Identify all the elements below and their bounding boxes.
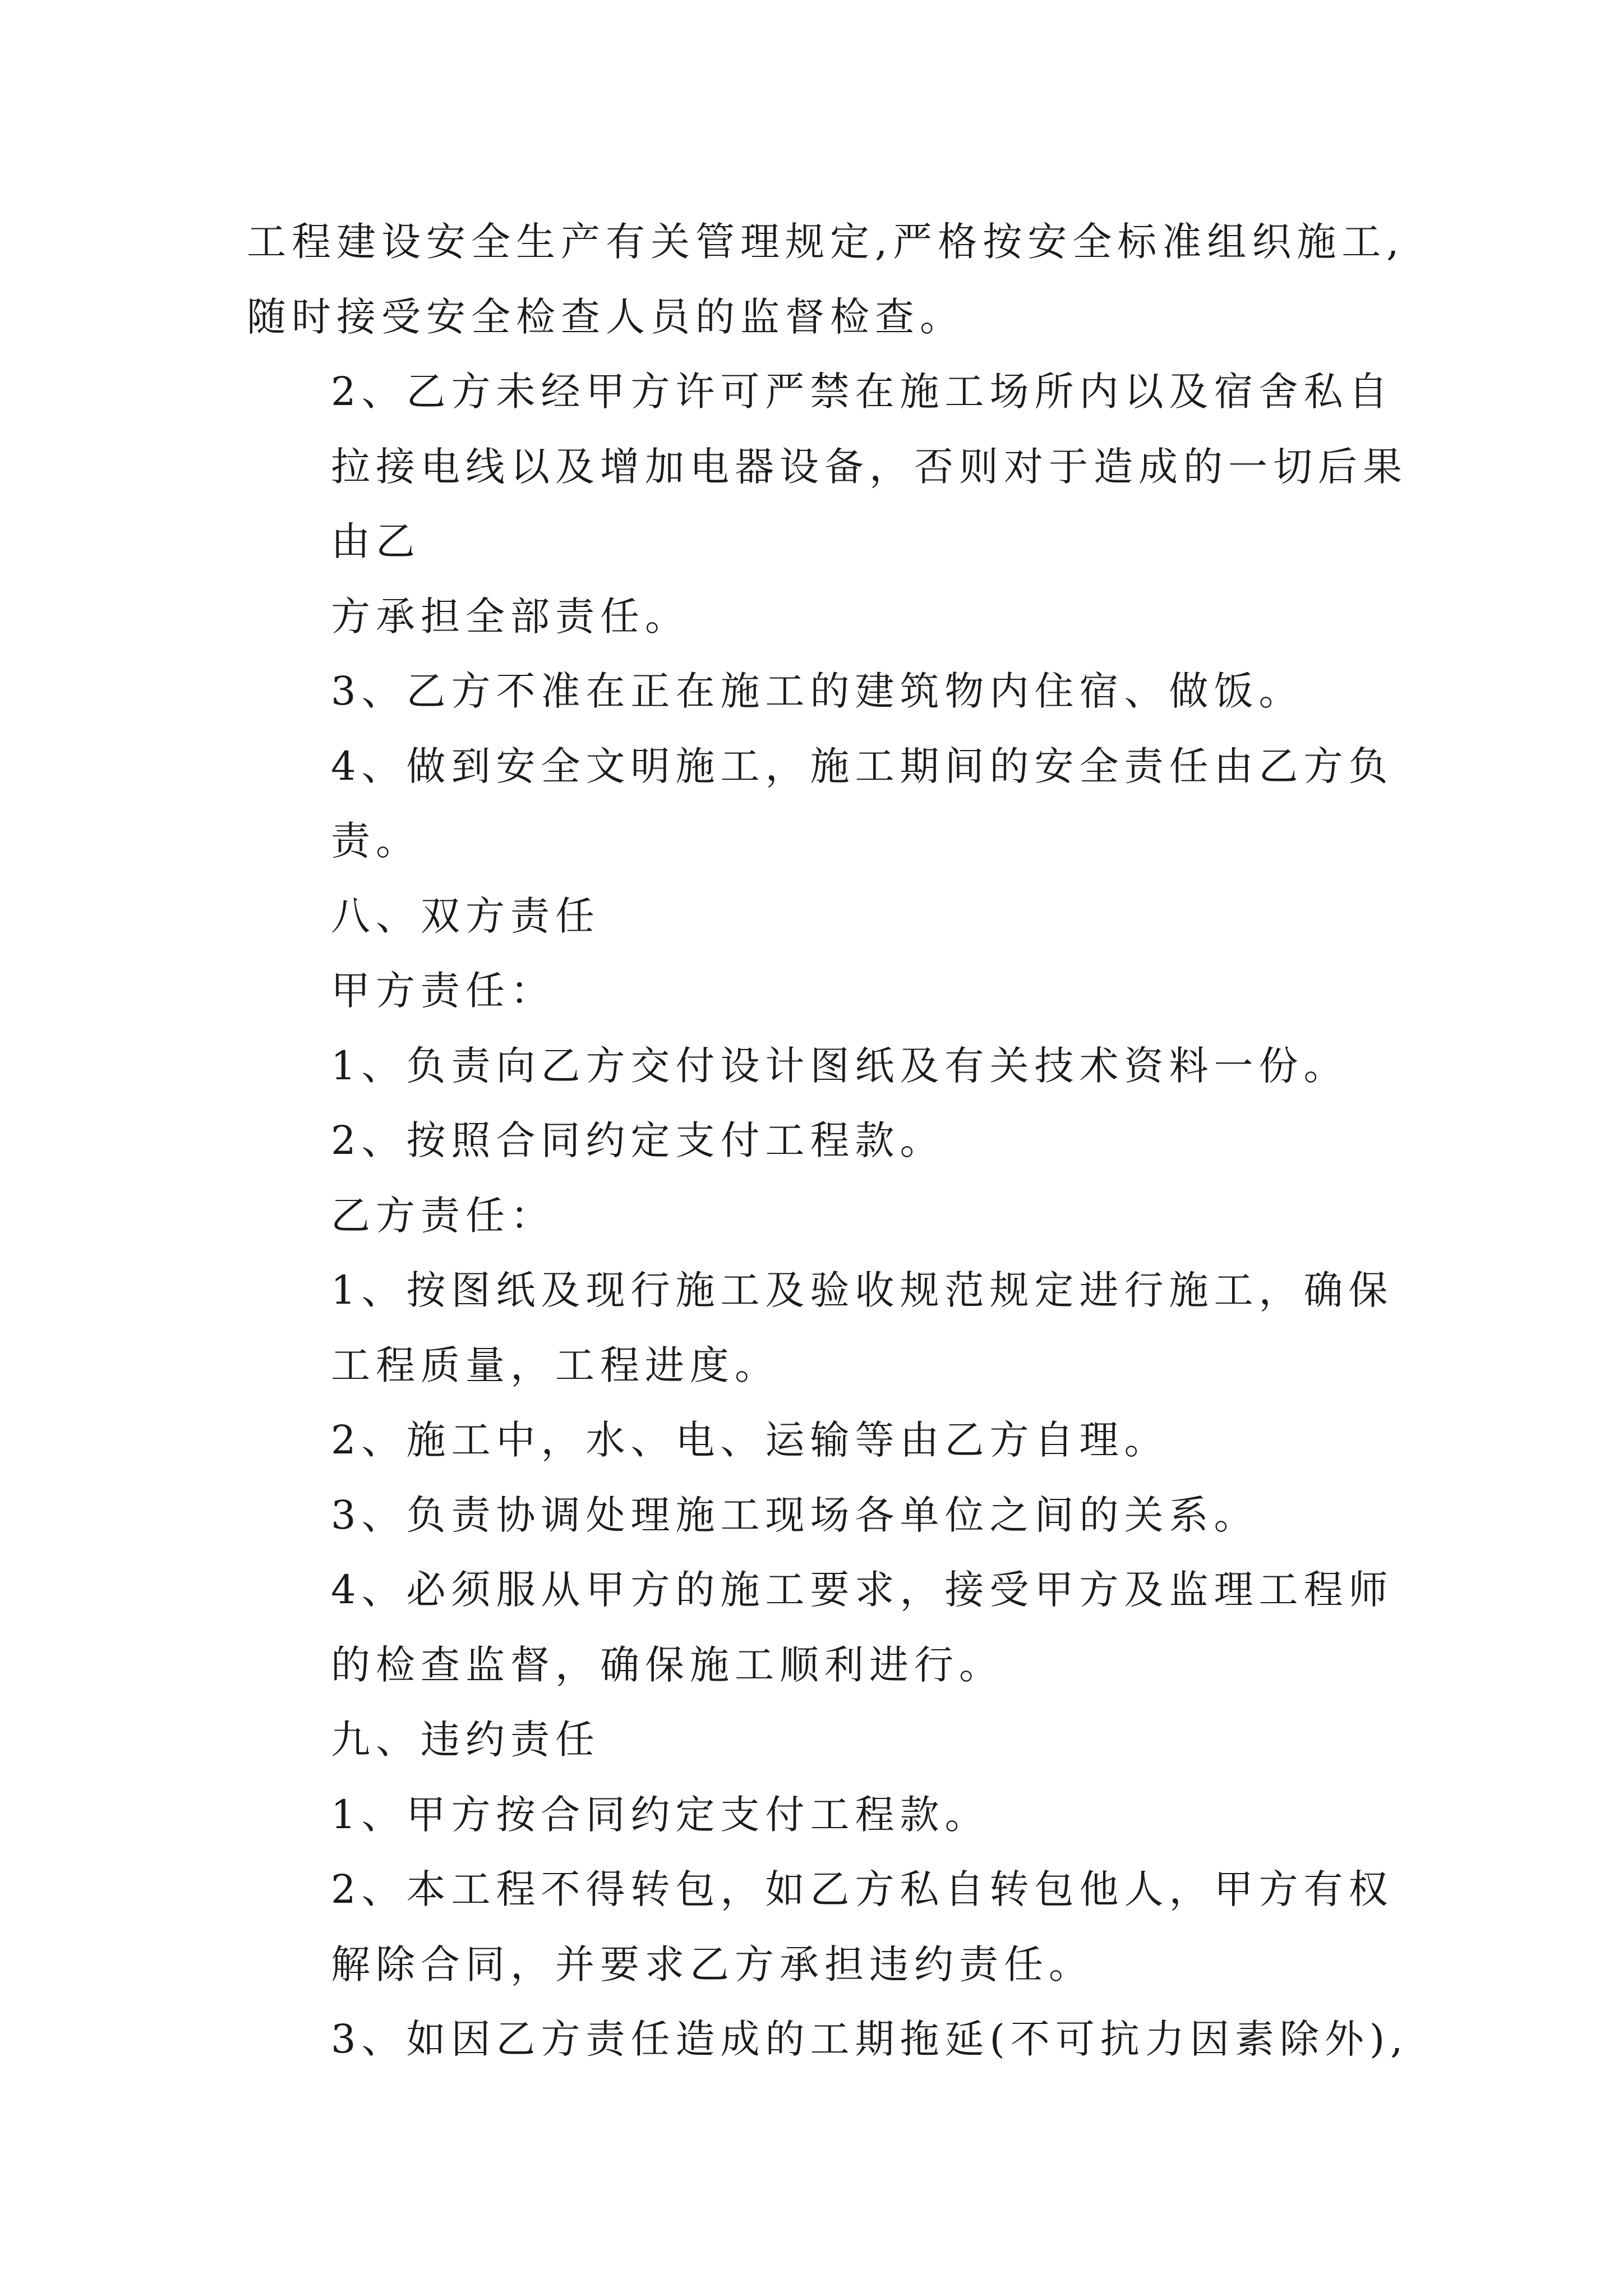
party-a-item-2: 2、按照合同约定支付工程款。 [331, 1117, 945, 1163]
paragraph-civilized-construction: 4、做到安全文明施工，施工期间的安全责任由乙方负 责。 [331, 743, 1394, 864]
subheading-party-b-responsibilities: 乙方责任： [331, 1192, 555, 1239]
subheading-party-a-responsibilities: 甲方责任： [331, 968, 555, 1014]
section-heading-mutual-responsibilities: 八、双方责任 [331, 892, 600, 939]
breach-item-3: 3、如因乙方责任造成的工期拖延(不可抗力因素除外), [331, 2016, 1409, 2062]
paragraph-safety-rules-continued: 工程建设安全生产有关管理规定,严格按安全标准组织施工, 随时接受安全检查人员的监督检查。 [247, 219, 1405, 340]
breach-item-1: 1、甲方按合同约定支付工程款。 [331, 1791, 990, 1838]
paragraph-no-lodging-clause: 3、乙方不准在正在施工的建筑物内住宿、做饭。 [331, 668, 1304, 714]
section-heading-breach-liability: 九、违约责任 [331, 1717, 600, 1763]
party-b-item-1: 1、按图纸及现行施工及验收规范规定进行施工，确保 工程质量，工程进度。 [331, 1267, 1394, 1388]
breach-item-2: 2、本工程不得转包，如乙方私自转包他人，甲方有权 解除合同，并要求乙方承担违约责任。 [331, 1866, 1394, 1987]
paragraph-electrical-clause: 2、乙方未经甲方许可严禁在施工场所内以及宿舍私自 拉接电线以及增加电器设备，否则对于造成的一切后果由乙 方承担全部责任。 [331, 369, 1408, 639]
party-a-item-1: 1、负责向乙方交付设计图纸及有关技术资料一份。 [331, 1042, 1349, 1089]
document-body [247, 205, 1436, 2077]
party-b-item-2: 2、施工中，水、电、运输等由乙方自理。 [331, 1417, 1169, 1463]
party-b-item-4: 4、必须服从甲方的施工要求，接受甲方及监理工程师 的检查监督，确保施工顺利进行。 [331, 1567, 1394, 1688]
party-b-item-3: 3、负责协调处理施工现场各单位之间的关系。 [331, 1492, 1259, 1538]
